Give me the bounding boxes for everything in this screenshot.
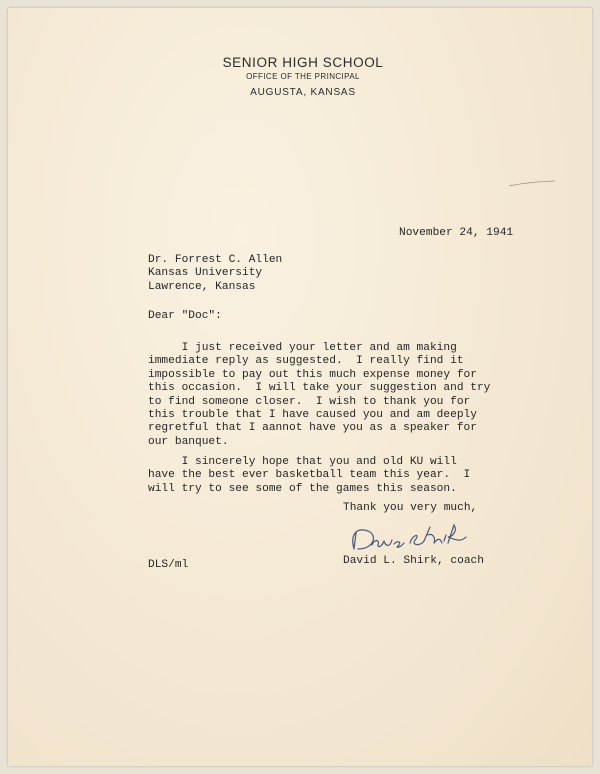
paragraph-line: I just received your letter and am making [148, 342, 457, 354]
paragraph-line: will try to see some of the games this season. [148, 482, 457, 495]
paragraph-line: to find someone closer. I wish to thank you for [148, 395, 471, 408]
paragraph-line: this trouble that I have caused you and am deeply [148, 409, 477, 422]
paragraph-line: regretful that I aannot have you as a speaker for [148, 422, 477, 435]
recipient-institution: Kansas University [148, 267, 263, 280]
paragraph-line: our banquet. [148, 435, 229, 448]
paragraph-line: I sincerely hope that you and old KU will [148, 456, 457, 468]
typist-initials: DLS/ml [148, 559, 189, 571]
letter-sheet [8, 8, 592, 766]
recipient-address [148, 254, 282, 294]
office-name: OFFICE OF THE PRINCIPAL [246, 72, 360, 81]
school-name: SENIOR HIGH SCHOOL [222, 55, 384, 70]
letterhead [208, 55, 398, 98]
letter-date: November 24, 1941 [399, 227, 514, 239]
paragraph-line: have the best ever basketball team this year. I [148, 469, 471, 482]
body-paragraph-1 [148, 342, 490, 449]
paragraph-line: immediate reply as suggested. I really find it [148, 355, 464, 368]
recipient-name: Dr. Forrest C. Allen [148, 254, 283, 266]
handwritten-signature [348, 523, 473, 557]
closing: Thank you very much, [343, 502, 478, 514]
salutation: Dear "Doc": [148, 310, 222, 322]
school-city: AUGUSTA, KANSAS [250, 87, 356, 98]
signer-name: David L. Shirk, coach [343, 555, 484, 567]
paragraph-line: this occasion. I will take your suggestion and try [148, 382, 491, 395]
body-paragraph-2 [148, 456, 470, 496]
recipient-location: Lawrence, Kansas [148, 280, 256, 293]
pencil-mark [508, 180, 556, 188]
paragraph-line: impossible to pay out this much expense money for [148, 368, 477, 381]
